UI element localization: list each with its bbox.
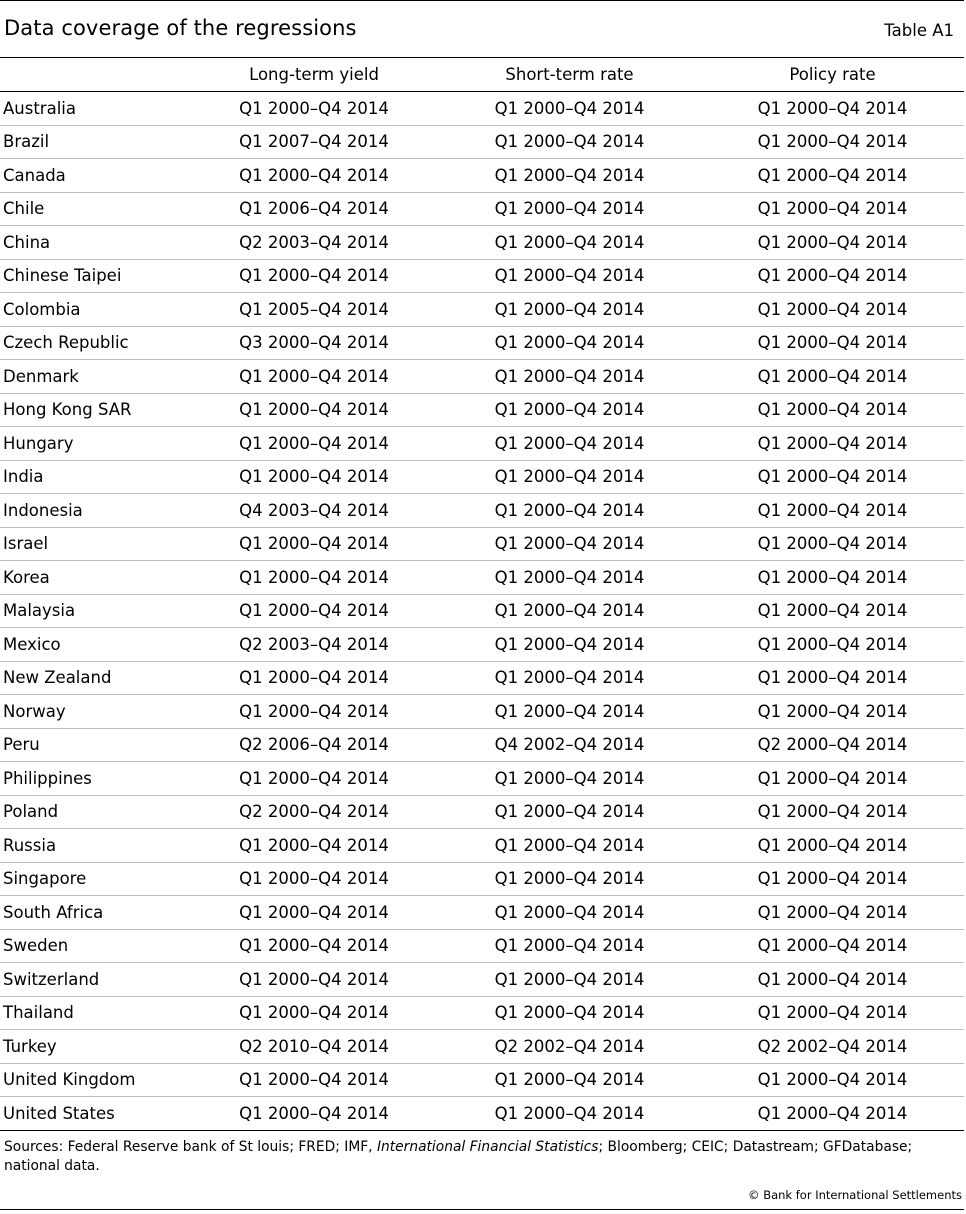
long-term-yield-cell: Q1 2000–Q4 2014 [190,92,438,126]
sources-text: Sources: Federal Reserve bank of St louis; FRED; IMF, [4,1139,377,1155]
policy-rate-cell: Q1 2000–Q4 2014 [701,326,964,360]
policy-rate-cell: Q1 2000–Q4 2014 [701,996,964,1030]
short-term-rate-cell: Q1 2000–Q4 2014 [438,527,701,561]
policy-rate-cell: Q1 2000–Q4 2014 [701,494,964,528]
table-row [0,92,964,126]
coverage-table [0,58,964,1130]
short-term-rate-cell: Q1 2000–Q4 2014 [438,963,701,997]
policy-rate-cell: Q1 2000–Q4 2014 [701,159,964,193]
country-cell: Mexico [0,628,190,662]
long-term-yield-cell: Q1 2005–Q4 2014 [190,293,438,327]
short-term-rate-cell: Q1 2000–Q4 2014 [438,661,701,695]
country-cell: Sweden [0,929,190,963]
policy-rate-cell: Q1 2000–Q4 2014 [701,929,964,963]
long-term-yield-cell: Q1 2000–Q4 2014 [190,259,438,293]
long-term-yield-cell: Q1 2000–Q4 2014 [190,862,438,896]
policy-rate-cell: Q2 2000–Q4 2014 [701,728,964,762]
policy-rate-cell: Q1 2000–Q4 2014 [701,695,964,729]
sources-note [4,1138,956,1176]
long-term-yield-cell: Q1 2000–Q4 2014 [190,963,438,997]
sources-italic-title: International Financial Statistics [376,1139,599,1155]
top-rule [0,0,964,1]
long-term-yield-cell: Q2 2000–Q4 2014 [190,795,438,829]
long-term-yield-cell: Q1 2000–Q4 2014 [190,159,438,193]
country-cell: United States [3,1103,115,1123]
policy-rate-cell: Q1 2000–Q4 2014 [701,896,964,930]
table-row [0,259,964,293]
country-cell: Brazil [0,125,190,159]
short-term-rate-cell: Q1 2000–Q4 2014 [438,494,701,528]
policy-rate-cell: Q1 2000–Q4 2014 [701,762,964,796]
long-term-yield-cell: Q1 2000–Q4 2014 [190,929,438,963]
table-row [0,929,964,963]
country-cell: Chinese Taipei [0,259,190,293]
short-term-rate-cell: Q1 2000–Q4 2014 [438,1063,701,1097]
table-row [0,762,964,796]
table-row [0,795,964,829]
footer-rule [0,1130,964,1131]
table-row [0,293,964,327]
country-cell: Australia [0,92,190,126]
policy-rate-cell: Q1 2000–Q4 2014 [701,527,964,561]
short-term-rate-cell: Q1 2000–Q4 2014 [438,460,701,494]
policy-rate-cell: Q1 2000–Q4 2014 [701,829,964,863]
table-header-row [0,58,964,92]
policy-rate-cell: Q1 2000–Q4 2014 [701,460,964,494]
country-cell: India [0,460,190,494]
table-row [0,728,964,762]
country-cell: Czech Republic [0,326,190,360]
column-header-policy-rate: Policy rate [701,58,964,92]
policy-rate-cell: Q1 2000–Q4 2014 [701,661,964,695]
country-cell: Malaysia [0,594,190,628]
table-row [0,1097,964,1130]
short-term-rate-cell: Q1 2000–Q4 2014 [438,561,701,595]
long-term-yield-cell: Q1 2000–Q4 2014 [190,695,438,729]
country-cell: New Zealand [0,661,190,695]
column-header-long-term-yield: Long-term yield [190,58,438,92]
policy-rate-cell: Q1 2000–Q4 2014 [701,393,964,427]
short-term-rate-cell: Q1 2000–Q4 2014 [438,996,701,1030]
table-row [0,1030,964,1064]
policy-rate-cell: Q1 2000–Q4 2014 [701,259,964,293]
long-term-yield-cell: Q1 2000–Q4 2014 [190,360,438,394]
policy-rate-cell: Q1 2000–Q4 2014 [701,192,964,226]
policy-rate-cell: Q1 2000–Q4 2014 [701,125,964,159]
policy-rate-cell: Q1 2000–Q4 2014 [701,963,964,997]
short-term-rate-cell: Q1 2000–Q4 2014 [438,628,701,662]
table-row [0,963,964,997]
long-term-yield-cell: Q1 2000–Q4 2014 [239,1103,389,1123]
country-cell: Hong Kong SAR [0,393,190,427]
short-term-rate-cell: Q1 2000–Q4 2014 [438,393,701,427]
country-cell: Singapore [0,862,190,896]
long-term-yield-cell: Q3 2000–Q4 2014 [190,326,438,360]
short-term-rate-cell: Q1 2000–Q4 2014 [438,226,701,260]
country-cell: Canada [0,159,190,193]
country-cell: Hungary [0,427,190,461]
policy-rate-cell: Q1 2000–Q4 2014 [701,862,964,896]
copyright-notice: © Bank for International Settlements [748,1188,962,1202]
long-term-yield-cell: Q2 2003–Q4 2014 [190,628,438,662]
policy-rate-cell: Q1 2000–Q4 2014 [701,293,964,327]
table-row [0,159,964,193]
table-row [0,427,964,461]
table-row [0,829,964,863]
policy-rate-cell: Q1 2000–Q4 2014 [701,360,964,394]
policy-rate-cell: Q1 2000–Q4 2014 [701,795,964,829]
country-cell: Russia [0,829,190,863]
policy-rate-cell: Q1 2000–Q4 2014 [701,1063,964,1097]
short-term-rate-cell: Q1 2000–Q4 2014 [438,594,701,628]
short-term-rate-cell: Q1 2000–Q4 2014 [494,1103,645,1123]
short-term-rate-cell: Q1 2000–Q4 2014 [438,427,701,461]
long-term-yield-cell: Q1 2000–Q4 2014 [190,427,438,461]
short-term-rate-cell: Q1 2000–Q4 2014 [438,896,701,930]
country-cell: South Africa [0,896,190,930]
country-cell: Korea [0,561,190,595]
table-row [0,695,964,729]
country-cell: Switzerland [0,963,190,997]
short-term-rate-cell: Q1 2000–Q4 2014 [438,695,701,729]
table-row [0,527,964,561]
short-term-rate-cell: Q1 2000–Q4 2014 [438,159,701,193]
policy-rate-cell: Q1 2000–Q4 2014 [701,226,964,260]
short-term-rate-cell: Q1 2000–Q4 2014 [438,125,701,159]
long-term-yield-cell: Q1 2000–Q4 2014 [190,1063,438,1097]
long-term-yield-cell: Q2 2006–Q4 2014 [190,728,438,762]
country-cell: Norway [0,695,190,729]
policy-rate-cell: Q1 2000–Q4 2014 [701,628,964,662]
short-term-rate-cell: Q4 2002–Q4 2014 [438,728,701,762]
table-row [0,996,964,1030]
table-row [0,360,964,394]
country-cell: China [0,226,190,260]
country-cell: Poland [0,795,190,829]
policy-rate-cell: Q1 2000–Q4 2014 [757,1103,908,1123]
table-row [0,226,964,260]
long-term-yield-cell: Q1 2000–Q4 2014 [190,896,438,930]
short-term-rate-cell: Q1 2000–Q4 2014 [438,762,701,796]
short-term-rate-cell: Q1 2000–Q4 2014 [438,929,701,963]
long-term-yield-cell: Q2 2003–Q4 2014 [190,226,438,260]
short-term-rate-cell: Q1 2000–Q4 2014 [438,360,701,394]
long-term-yield-cell: Q1 2007–Q4 2014 [190,125,438,159]
table-row [0,862,964,896]
long-term-yield-cell: Q1 2000–Q4 2014 [190,460,438,494]
short-term-rate-cell: Q1 2000–Q4 2014 [438,92,701,126]
table-row [0,494,964,528]
country-cell: Colombia [0,293,190,327]
table-row [0,326,964,360]
short-term-rate-cell: Q1 2000–Q4 2014 [438,293,701,327]
country-cell: Israel [0,527,190,561]
column-header-country [0,58,190,92]
policy-rate-cell: Q1 2000–Q4 2014 [701,427,964,461]
long-term-yield-cell: Q1 2000–Q4 2014 [190,996,438,1030]
policy-rate-cell: Q2 2002–Q4 2014 [701,1030,964,1064]
country-cell: Turkey [0,1030,190,1064]
country-cell: Peru [0,728,190,762]
table-title: Data coverage of the regressions [4,16,357,40]
long-term-yield-cell: Q2 2010–Q4 2014 [190,1030,438,1064]
short-term-rate-cell: Q1 2000–Q4 2014 [438,795,701,829]
table-row [0,661,964,695]
country-cell: Denmark [0,360,190,394]
table-row [0,594,964,628]
policy-rate-cell: Q1 2000–Q4 2014 [701,92,964,126]
short-term-rate-cell: Q1 2000–Q4 2014 [438,259,701,293]
long-term-yield-cell: Q1 2000–Q4 2014 [190,393,438,427]
column-header-short-term-rate: Short-term rate [438,58,701,92]
country-cell: Philippines [0,762,190,796]
long-term-yield-cell: Q1 2000–Q4 2014 [190,829,438,863]
table-row [0,628,964,662]
short-term-rate-cell: Q1 2000–Q4 2014 [438,829,701,863]
country-cell: Thailand [0,996,190,1030]
policy-rate-cell: Q1 2000–Q4 2014 [701,594,964,628]
table-row [0,460,964,494]
country-cell: United Kingdom [0,1063,190,1097]
sources-text-rest: ; Bloomberg; CEIC; Datastream; GFDatabase; national data. [4,1139,913,1174]
short-term-rate-cell: Q1 2000–Q4 2014 [438,862,701,896]
table-row [0,192,964,226]
table-row [0,561,964,595]
long-term-yield-cell: Q1 2006–Q4 2014 [190,192,438,226]
table-number: Table A1 [884,21,954,40]
long-term-yield-cell: Q1 2000–Q4 2014 [190,661,438,695]
country-cell: Chile [0,192,190,226]
long-term-yield-cell: Q1 2000–Q4 2014 [190,561,438,595]
table-row [0,1063,964,1097]
country-cell: Indonesia [0,494,190,528]
short-term-rate-cell: Q2 2002–Q4 2014 [438,1030,701,1064]
table-row [0,393,964,427]
long-term-yield-cell: Q1 2000–Q4 2014 [190,762,438,796]
policy-rate-cell: Q1 2000–Q4 2014 [701,561,964,595]
bottom-rule [0,1209,964,1210]
short-term-rate-cell: Q1 2000–Q4 2014 [438,192,701,226]
long-term-yield-cell: Q4 2003–Q4 2014 [190,494,438,528]
table-row [0,125,964,159]
long-term-yield-cell: Q1 2000–Q4 2014 [190,594,438,628]
table-row [0,896,964,930]
table-body [0,92,964,1130]
short-term-rate-cell: Q1 2000–Q4 2014 [438,326,701,360]
long-term-yield-cell: Q1 2000–Q4 2014 [190,527,438,561]
